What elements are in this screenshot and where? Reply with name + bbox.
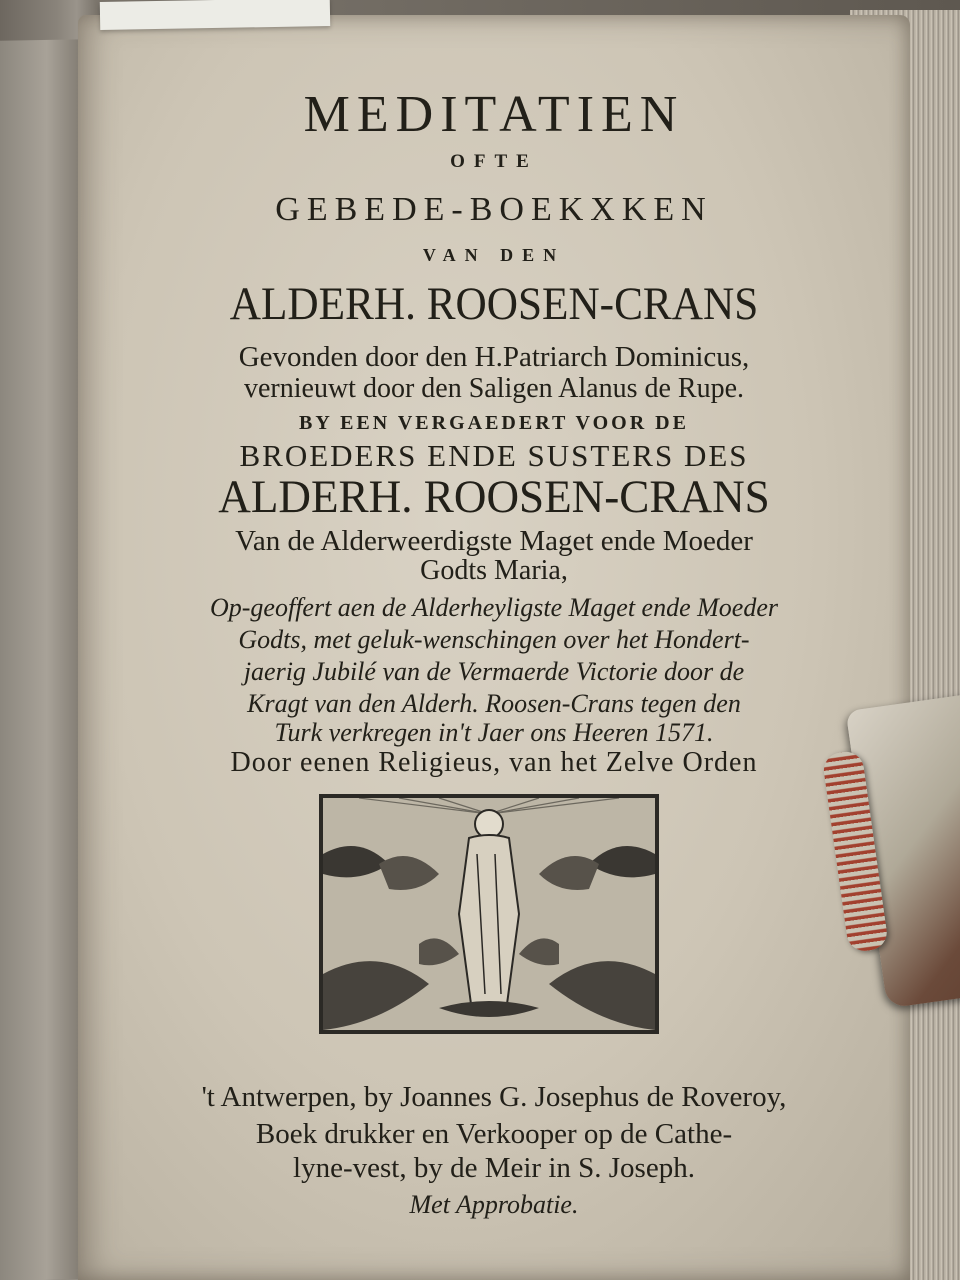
subtitle-broeders: BROEDERS ENDE SUSTERS DES [239, 438, 749, 473]
title-roosen-crans-2: ALDERH. ROOSEN-CRANS [218, 471, 770, 523]
woodcut-madonna-image [319, 794, 659, 1034]
dedication-line-3: jaerig Jubilé van de Vermaerde Victorie door de [243, 657, 745, 686]
dedication-line-5: Turk verkregen in't Jaer ons Heeren 1571. [274, 718, 714, 747]
imprint-line-2: Boek drukker en Verkooper op de Cathe- [255, 1118, 733, 1150]
dedication-line-2: Godts, met geluk-wenschingen over het Hondert- [238, 625, 750, 654]
title-ofte: OFTE [450, 151, 538, 172]
title-roosen-crans-1: ALDERH. ROOSEN-CRANS [229, 278, 759, 330]
left-page [0, 39, 85, 1280]
subtitle-by-een: BY EEN VERGAEDERT VOOR DE [299, 412, 689, 434]
dedication-line-4: Kragt van den Alderh. Roosen-Crans tegen den [247, 689, 741, 718]
imprint-approbatie: Met Approbatie. [409, 1190, 579, 1219]
title-meditatien: MEDITATIEN [303, 86, 685, 143]
subtitle-vernieuwt: vernieuwt door den Saligen Alanus de Rupe. [243, 373, 744, 404]
author-line: Door eenen Religieus, van het Zelve Orden [230, 747, 758, 778]
subtitle-godts-maria: Godts Maria, [420, 555, 568, 586]
imprint-line-3: lyne-vest, by de Meir in S. Joseph. [293, 1152, 695, 1184]
title-gebede-boekxken: GEBEDE-BOEKXKEN [275, 191, 713, 228]
dedication-line-1: Op-geoffert aen de Alderheyligste Maget ende Moeder [210, 593, 778, 622]
imprint-line-1: 't Antwerpen, by Joannes G. Josephus de Roveroy, [201, 1081, 787, 1113]
title-page [78, 15, 910, 1280]
subtitle-van-de: Van de Alderweerdigste Maget ende Moeder [235, 525, 753, 557]
title-van-den: VAN DEN [422, 245, 566, 265]
subtitle-gevonden: Gevonden door den H.Patriarch Dominicus, [238, 341, 750, 373]
paper-bookmark [100, 0, 330, 30]
